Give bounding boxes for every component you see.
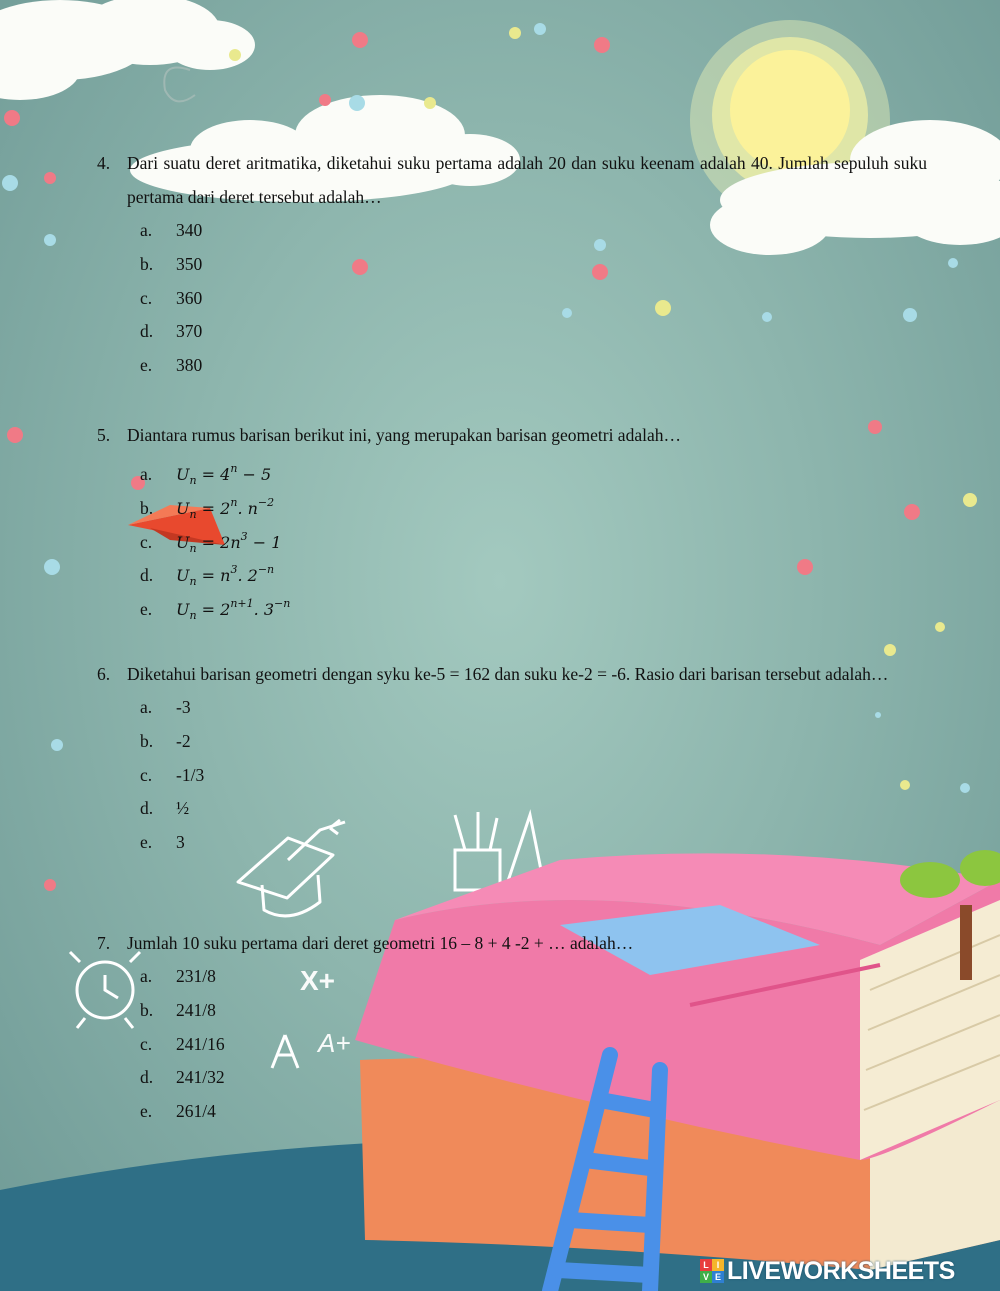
question-6 [97, 657, 927, 860]
option-list [140, 960, 927, 1129]
logo-tile-icon [700, 1259, 724, 1283]
question-number: 5. [97, 425, 111, 445]
formula: $U_n = 2^{n+1}$. $3^{-n}$ [176, 597, 291, 623]
option-c[interactable]: c. -1/3 [140, 764, 205, 785]
question-7 [97, 926, 927, 1129]
option-a[interactable]: a. -3 [140, 697, 191, 717]
formula: $U_n = 2n^3 - 1$ [176, 529, 282, 555]
option-d[interactable]: d. 241/32 [140, 1067, 225, 1088]
logo-tile-letter: I [712, 1259, 724, 1271]
option-a[interactable]: a. 231/8 [140, 966, 216, 986]
option-e[interactable]: e. 3 [140, 832, 185, 853]
option-list [140, 214, 927, 383]
cloud-swirl [164, 68, 195, 102]
question-text: Diantara rumus barisan berikut ini, yang merupakan barisan geometri adalah… [127, 425, 681, 445]
logo-tile-letter: L [700, 1259, 712, 1271]
question-4 [97, 146, 927, 383]
option-b[interactable]: b. -2 [140, 730, 191, 751]
logo-tile-letter: E [712, 1271, 724, 1283]
doodle-aplus: A+ [318, 1028, 351, 1058]
question-number: 7. [97, 933, 111, 953]
question-number: 4. [97, 153, 111, 173]
question-5 [97, 418, 927, 621]
option-e[interactable]: e. $U_n = 2^{n+1}$. $3^{-n}$ [140, 597, 291, 623]
formula: $U_n = n^3$. $2^{-n}$ [176, 563, 275, 589]
option-a[interactable]: a. 340 [140, 220, 203, 240]
option-c[interactable]: c. $U_n = 2n^3 - 1$ [140, 529, 282, 555]
formula: $U_n = 4^n - 5$ [176, 462, 272, 487]
question-number: 6. [97, 664, 111, 684]
liveworksheets-logo[interactable] [700, 1256, 955, 1286]
option-a[interactable]: a. $U_n = 4^n - 5$ [140, 462, 272, 487]
cloud-top-left [0, 0, 255, 100]
formula: $U_n = 2^n$. $n^{-2}$ [176, 495, 275, 521]
option-b[interactable]: b. $U_n = 2^n$. $n^{-2}$ [140, 495, 275, 521]
option-e[interactable]: e. 261/4 [140, 1101, 216, 1122]
question-text: Diketahui barisan geometri dengan syku ke-5 = 162 dan suku ke-2 = -6. Rasio dari barisan tersebut adalah… [127, 664, 889, 684]
option-c[interactable]: c. 241/16 [140, 1033, 225, 1054]
logo-tile-letter: V [700, 1271, 712, 1283]
option-e[interactable]: e. 380 [140, 355, 203, 376]
option-c[interactable]: c. 360 [140, 287, 203, 308]
doodle-x-plus: X+ [300, 965, 336, 996]
option-b[interactable]: b. 241/8 [140, 999, 216, 1020]
logo-brand-text: LIVEWORKSHEETS [727, 1256, 955, 1285]
option-d[interactable]: d. $U_n = n^3$. $2^{-n}$ [140, 563, 275, 589]
option-b[interactable]: b. 350 [140, 253, 203, 274]
question-text: Jumlah 10 suku pertama dari deret geometri 16 – 8 + 4 -2 + … adalah… [127, 933, 634, 953]
option-list [140, 691, 927, 860]
question-text: Dari suatu deret aritmatika, diketahui suku pertama adalah 20 dan suku keenam adalah 40. Jumlah sepuluh suku pertama dari deret tersebut adalah… [127, 153, 927, 207]
option-list [140, 452, 927, 621]
option-d[interactable]: d. 370 [140, 321, 203, 342]
option-d[interactable]: d. ½ [140, 798, 190, 819]
